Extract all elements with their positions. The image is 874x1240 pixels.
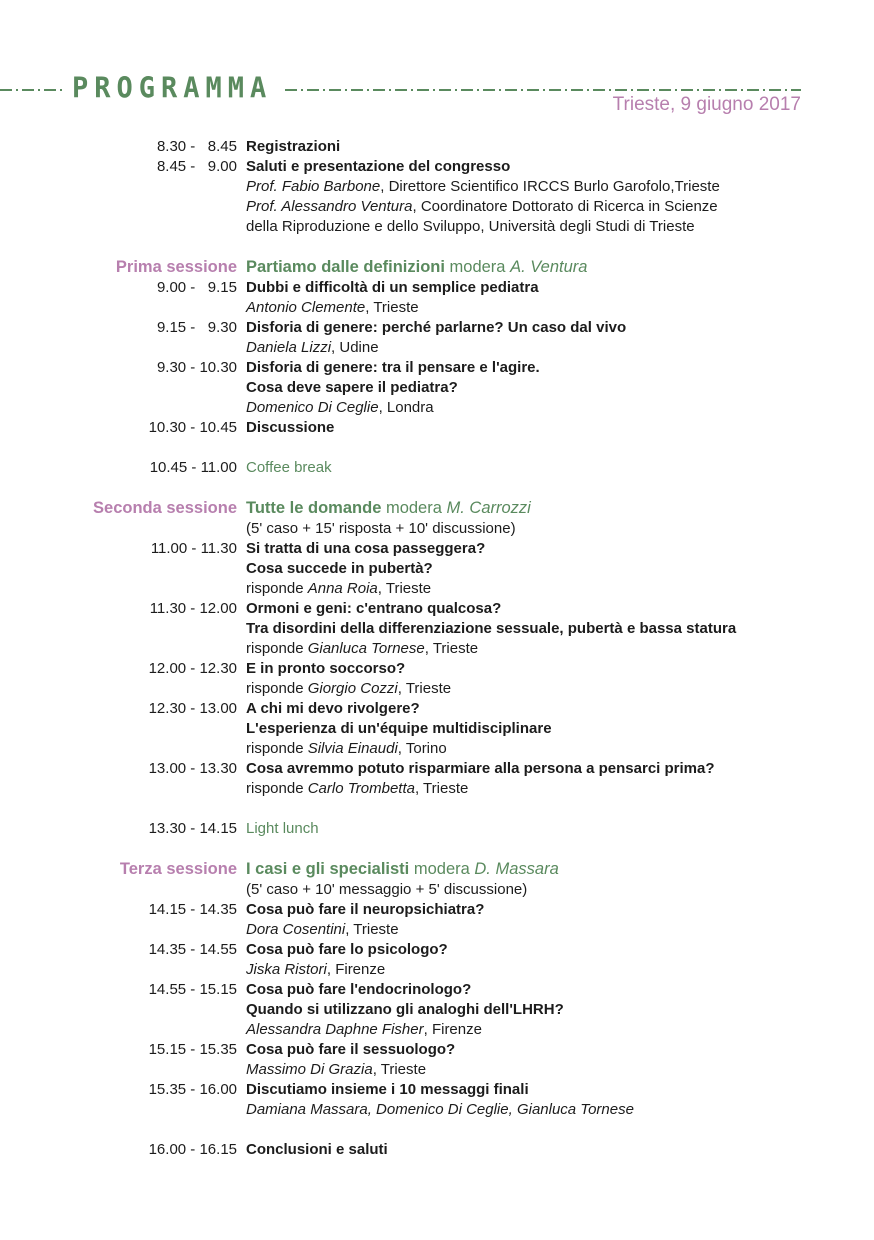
main-column [246, 338, 379, 358]
spacer [0, 1120, 874, 1140]
main-column [246, 197, 718, 217]
left-column [0, 278, 237, 298]
main-column [246, 278, 539, 298]
decorative-dash-line-left [0, 89, 62, 91]
speaker-name: Prof. Fabio Barbone [246, 178, 381, 195]
main-column [246, 418, 334, 438]
item-title: Quando si utilizzano gli analoghi dell'LHRH? [246, 1001, 564, 1018]
main-column [246, 599, 501, 619]
speaker-name: Silvia Einaudi [307, 740, 398, 757]
main-column [246, 358, 540, 378]
item-title: Ormoni e geni: c'entrano qualcosa? [246, 600, 502, 617]
left-column [0, 619, 237, 639]
schedule-item [0, 1080, 874, 1100]
session-label: Terza sessione [119, 860, 237, 878]
main-column [246, 559, 433, 579]
session-title: Tutte le domande [246, 499, 382, 517]
time-slot: 11.00 - 11.30 [150, 540, 237, 557]
decorative-dash-line-right [285, 89, 801, 91]
speaker-place: , Trieste [372, 1061, 427, 1078]
item-title: Cosa può fare l'endocrinologo? [246, 981, 472, 998]
schedule-item-continued [0, 378, 874, 398]
left-column [0, 980, 237, 1000]
schedule-item-continued [0, 619, 874, 639]
time-slot: 15.35 - 16.00 [148, 1081, 237, 1098]
left-column [0, 559, 237, 579]
item-title: Tra disordini della differenziazione sessuale, pubertà e bassa statura [246, 620, 737, 637]
speaker-line [0, 1100, 874, 1120]
speaker-prefix: risponde [246, 740, 308, 757]
left-column [0, 599, 237, 619]
item-title: Discussione [246, 419, 335, 436]
item-title: Cosa può fare il sessuologo? [246, 1041, 456, 1058]
speaker-line [0, 679, 874, 699]
session-note: (5' caso + 10' messaggio + 5' discussione) [246, 881, 528, 898]
left-column [0, 779, 237, 799]
program-schedule [0, 137, 874, 1160]
item-title: Dubbi e difficoltà di un semplice pediatra [246, 279, 539, 296]
speaker-name: Antonio Clemente [246, 299, 366, 316]
time-slot: 14.55 - 15.15 [148, 981, 237, 998]
spacer [0, 799, 874, 819]
left-column [0, 900, 237, 920]
moderator-name: D. Massara [474, 860, 559, 878]
main-column [246, 779, 468, 799]
speaker-name: Daniela Lizzi [246, 339, 332, 356]
left-column [0, 699, 237, 719]
time-slot: 11.30 - 12.00 [149, 600, 237, 617]
item-title: Conclusioni e saluti [246, 1141, 388, 1158]
item-title: Cosa può fare il neuropsichiatra? [246, 901, 485, 918]
schedule-item [0, 358, 874, 378]
break-item [0, 819, 874, 839]
schedule-item-continued [0, 1000, 874, 1020]
left-column [0, 458, 237, 478]
speaker-name: Giorgio Cozzi [307, 680, 398, 697]
speaker-place: , Trieste [345, 921, 399, 938]
speaker-line [0, 960, 874, 980]
speaker-place: , Udine [331, 339, 379, 356]
left-column [0, 217, 237, 237]
speaker-line [0, 398, 874, 418]
left-column [0, 177, 237, 197]
schedule-item [0, 318, 874, 338]
schedule-item [0, 137, 874, 157]
main-column [246, 298, 419, 318]
speaker-name: Anna Roia [307, 580, 378, 597]
speaker-place: , Firenze [423, 1021, 482, 1038]
main-column [246, 177, 720, 197]
time-slot: 8.45 - 9.00 [156, 158, 237, 175]
schedule-item [0, 418, 874, 438]
schedule-item [0, 699, 874, 719]
main-column [246, 458, 332, 478]
speaker-line [0, 639, 874, 659]
schedule-item [0, 900, 874, 920]
speaker-place: , Torino [397, 740, 447, 757]
main-column [246, 257, 587, 278]
item-title: L'esperienza di un'équipe multidisciplinare [246, 720, 552, 737]
item-title: Cosa succede in pubertà? [246, 560, 433, 577]
left-column [0, 1060, 237, 1080]
spacer [0, 438, 874, 458]
left-column [0, 338, 237, 358]
speaker-place: , Trieste [365, 299, 419, 316]
main-column [246, 1020, 482, 1040]
left-column [0, 1000, 237, 1020]
speaker-line [0, 739, 874, 759]
time-slot: 9.15 - 9.30 [156, 319, 237, 336]
item-title: Registrazioni [246, 138, 341, 155]
time-slot: 8.30 - 8.45 [156, 138, 237, 155]
speaker-line [0, 298, 874, 318]
speaker-name: Massimo Di Grazia [246, 1061, 373, 1078]
main-column [246, 1140, 388, 1160]
main-column [246, 539, 485, 559]
item-title: Disforia di genere: tra il pensare e l'agire. [246, 359, 540, 376]
schedule-item [0, 659, 874, 679]
left-column [0, 639, 237, 659]
speaker-line [0, 338, 874, 358]
break-label: Light lunch [246, 820, 319, 837]
item-title: Saluti e presentazione del congresso [246, 158, 511, 175]
schedule-item-continued [0, 559, 874, 579]
main-column [246, 739, 447, 759]
schedule-item [0, 940, 874, 960]
left-column [0, 1140, 237, 1160]
session-note: (5' caso + 15' risposta + 10' discussione) [246, 520, 516, 537]
speaker-name: Damiana Massara, Domenico Di Ceglie, Gianluca Tornese [246, 1101, 634, 1118]
main-column [246, 920, 399, 940]
left-column [0, 759, 237, 779]
left-column [0, 378, 237, 398]
left-column [0, 498, 237, 519]
left-column [0, 1100, 237, 1120]
main-column [246, 659, 405, 679]
speaker-place: , Trieste [397, 680, 452, 697]
spacer [0, 478, 874, 498]
time-slot: 13.00 - 13.30 [148, 760, 237, 777]
session-format-note [0, 519, 874, 539]
schedule-item [0, 759, 874, 779]
left-column [0, 920, 237, 940]
speaker-prefix: risponde [246, 580, 308, 597]
session-title: Partiamo dalle definizioni [246, 258, 445, 276]
left-column [0, 257, 237, 278]
item-title: Cosa deve sapere il pediatra? [246, 379, 458, 396]
left-column [0, 418, 237, 438]
left-column [0, 318, 237, 338]
speaker-place: , Firenze [326, 961, 386, 978]
break-item [0, 458, 874, 478]
main-column [246, 1040, 455, 1060]
main-column [246, 378, 458, 398]
speaker-line [0, 579, 874, 599]
speaker-prefix: risponde [246, 780, 308, 797]
main-column [246, 639, 478, 659]
speaker-line [0, 1020, 874, 1040]
speaker-place: , Trieste [377, 580, 432, 597]
moderator-prefix: modera [444, 258, 511, 276]
item-title: Cosa può fare lo psicologo? [246, 941, 448, 958]
main-column [246, 318, 626, 338]
left-column [0, 1080, 237, 1100]
main-column [246, 1000, 564, 1020]
session-label: Seconda sessione [93, 499, 237, 517]
main-column [246, 859, 559, 880]
speaker-line [0, 217, 874, 237]
left-column [0, 679, 237, 699]
schedule-item [0, 278, 874, 298]
session-format-note [0, 880, 874, 900]
speaker-prefix: risponde [246, 640, 308, 657]
item-title: Disforia di genere: perché parlarne? Un caso dal vivo [246, 319, 627, 336]
session-title: I casi e gli specialisti [246, 860, 410, 878]
left-column [0, 157, 237, 177]
item-title: E in pronto soccorso? [246, 660, 406, 677]
main-column [246, 960, 385, 980]
main-column [246, 819, 319, 839]
main-column [246, 679, 451, 699]
left-column [0, 398, 237, 418]
left-column [0, 519, 237, 539]
schedule-item [0, 599, 874, 619]
session-header [0, 257, 874, 278]
main-column [246, 1060, 426, 1080]
main-column [246, 1100, 634, 1120]
left-column [0, 539, 237, 559]
time-slot: 16.00 - 16.15 [148, 1141, 237, 1158]
moderator-prefix: modera [409, 860, 475, 878]
time-slot: 14.35 - 14.55 [148, 941, 237, 958]
schedule-item [0, 539, 874, 559]
spacer [0, 839, 874, 859]
left-column [0, 859, 237, 880]
speaker-affiliation: , Coordinatore Dottorato di Ricerca in Scienze [412, 198, 718, 215]
schedule-item-continued [0, 719, 874, 739]
left-column [0, 940, 237, 960]
left-column [0, 137, 237, 157]
time-slot: 9.00 - 9.15 [156, 279, 237, 296]
schedule-item [0, 1140, 874, 1160]
main-column [246, 980, 471, 1000]
main-column [246, 579, 431, 599]
main-column [246, 1080, 529, 1100]
left-column [0, 880, 237, 900]
left-column [0, 298, 237, 318]
left-column [0, 197, 237, 217]
main-column [246, 157, 510, 177]
speaker-place: , Londra [378, 399, 434, 416]
item-title: Discutiamo insieme i 10 messaggi finali [246, 1081, 529, 1098]
speaker-line [0, 177, 874, 197]
time-slot: 9.30 - 10.30 [156, 359, 237, 376]
time-slot: 15.15 - 15.35 [148, 1041, 237, 1058]
time-slot: 13.30 - 14.15 [148, 820, 237, 837]
speaker-name: Jiska Ristori [246, 961, 327, 978]
speaker-name: Domenico Di Ceglie [246, 399, 379, 416]
left-column [0, 960, 237, 980]
speaker-name: Carlo Trombetta [307, 780, 415, 797]
moderator-name: A. Ventura [510, 258, 588, 276]
main-column [246, 519, 516, 539]
left-column [0, 579, 237, 599]
time-slot: 12.30 - 13.00 [148, 700, 237, 717]
item-title: Si tratta di una cosa passeggera? [246, 540, 486, 557]
main-column [246, 940, 448, 960]
session-header [0, 498, 874, 519]
speaker-name: Prof. Alessandro Ventura [246, 198, 413, 215]
speaker-name: Gianluca Tornese [307, 640, 425, 657]
time-slot: 14.15 - 14.35 [148, 901, 237, 918]
speaker-line [0, 779, 874, 799]
speaker-place: , Trieste [414, 780, 469, 797]
schedule-item [0, 980, 874, 1000]
speaker-name: Dora Cosentini [246, 921, 346, 938]
main-column [246, 759, 715, 779]
break-label: Coffee break [246, 459, 332, 476]
speaker-affiliation: , Direttore Scientifico IRCCS Burlo Garofolo,Trieste [380, 178, 720, 195]
speaker-prefix: risponde [246, 680, 308, 697]
moderator-name: M. Carrozzi [446, 499, 531, 517]
session-label: Prima sessione [115, 258, 237, 276]
left-column [0, 739, 237, 759]
main-column [246, 398, 434, 418]
schedule-item [0, 157, 874, 177]
speaker-name: Alessandra Daphne Fisher [246, 1021, 424, 1038]
main-column [246, 619, 736, 639]
item-title: Cosa avremmo potuto risparmiare alla persona a pensarci prima? [246, 760, 715, 777]
speaker-line [0, 197, 874, 217]
schedule-item [0, 1040, 874, 1060]
left-column [0, 358, 237, 378]
moderator-prefix: modera [381, 499, 447, 517]
speaker-line [0, 920, 874, 940]
main-column [246, 699, 420, 719]
left-column [0, 659, 237, 679]
left-column [0, 1020, 237, 1040]
time-slot: 10.45 - 11.00 [149, 459, 237, 476]
left-column [0, 1040, 237, 1060]
left-column [0, 719, 237, 739]
main-column [246, 900, 484, 920]
main-column [246, 719, 552, 739]
main-column [246, 217, 695, 237]
speaker-affiliation: della Riproduzione e dello Sviluppo, Università degli Studi di Trieste [246, 218, 695, 235]
main-column [246, 137, 340, 157]
speaker-place: , Trieste [424, 640, 479, 657]
spacer [0, 237, 874, 257]
event-date-location: Trieste, 9 giugno 2017 [612, 94, 801, 115]
main-column [246, 498, 531, 519]
main-column [246, 880, 527, 900]
speaker-line [0, 1060, 874, 1080]
time-slot: 12.00 - 12.30 [148, 660, 237, 677]
item-title: A chi mi devo rivolgere? [246, 700, 420, 717]
time-slot: 10.30 - 10.45 [148, 419, 237, 436]
page-title: PROGRAMMA [72, 72, 273, 105]
session-header [0, 859, 874, 880]
left-column [0, 819, 237, 839]
